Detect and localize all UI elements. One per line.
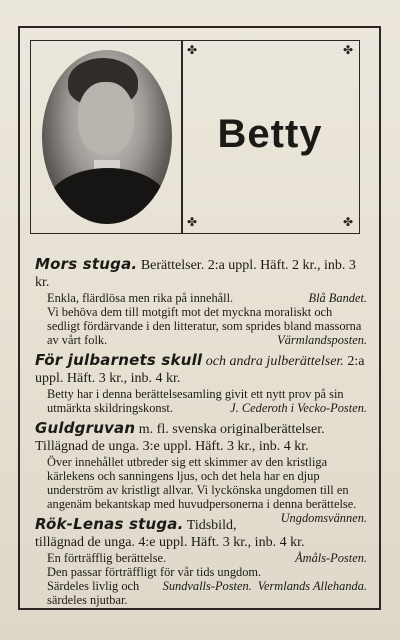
book-entry (35, 516, 367, 607)
review-quote: Över innehållet utbreder sig ett skimmer av den kristliga kärlekens och sanningens ljus, och det hela har en djup underström av kristligt allvar. Vi lyckönska ungdomen till en angenäm bekantskap med huvudpersonerna i denna berättelse. Ungdomsvännen. (47, 455, 367, 525)
book-title: Guldgruvan (35, 419, 136, 437)
review-quote: Sundvalls-Posten. Särdeles livlig och särdeles njutbar. (47, 579, 252, 607)
review-source: J. Cederoth i Vecko-Posten. (230, 401, 367, 415)
fleuron-icon: ✤ (186, 215, 198, 229)
review-source: Ungdomsvännen. (280, 511, 367, 525)
book-details: Tidsbild, tillägnad de unga. 4:e uppl. Häft. 3 kr., inb. 4 kr. (35, 518, 305, 550)
book-title: Rök-Lenas stuga. (35, 515, 184, 533)
fleuron-icon: ✤ (342, 215, 354, 229)
review-quote: Åmåls-Posten. En förträfflig berättelse. (47, 551, 367, 565)
review-source: Åmåls-Posten. (295, 551, 367, 565)
fleuron-icon: ✤ (342, 43, 354, 57)
author-portrait-image (42, 50, 172, 224)
review-quote: Blå Bandet. Enkla, flärdlösa men rika på innehåll. (47, 291, 367, 305)
review-source: Sundvalls-Posten. (162, 579, 252, 593)
review-quote: Vi behöva dem till motgift mot det myckna moraliskt och sedligt fördärvande i den litteratur, som sprides bland massorna av vårt folk. Värmlandsposten. (47, 305, 367, 347)
book-details: Berättelser. 2:a uppl. Häft. 2 kr., inb. 3 kr. (35, 258, 356, 290)
review-source: Värmlandsposten. (277, 333, 367, 347)
book-entry (35, 352, 367, 415)
book-details: 2:a uppl. Häft. 3 kr., inb. 4 kr. (35, 354, 365, 386)
book-details: m. fl. svenska originalberättelser. Tillägnad de unga. 3:e uppl. Häft. 3 kr., inb. 4 kr. (35, 422, 325, 454)
review-quote: Den passar förträffligt för vår tids ungdom. Vermlands Allehanda. (47, 565, 367, 593)
book-subtitle: och andra julberättelser. (205, 354, 344, 369)
fleuron-icon: ✤ (186, 43, 198, 57)
book-entry (35, 256, 367, 347)
book-list (35, 256, 367, 612)
review-quote: Betty har i denna berättelsesamling givit ett nytt prov på sin utmärkta skildringskonst. J. Cederoth i Vecko-Posten. (47, 387, 367, 415)
review-source: Vermlands Allehanda. (257, 579, 367, 593)
book-title: För julbarnets skull (35, 351, 203, 369)
book-title: Mors stuga. (35, 255, 138, 273)
review-source: Blå Bandet. (308, 291, 367, 305)
author-name: Betty (217, 112, 323, 156)
